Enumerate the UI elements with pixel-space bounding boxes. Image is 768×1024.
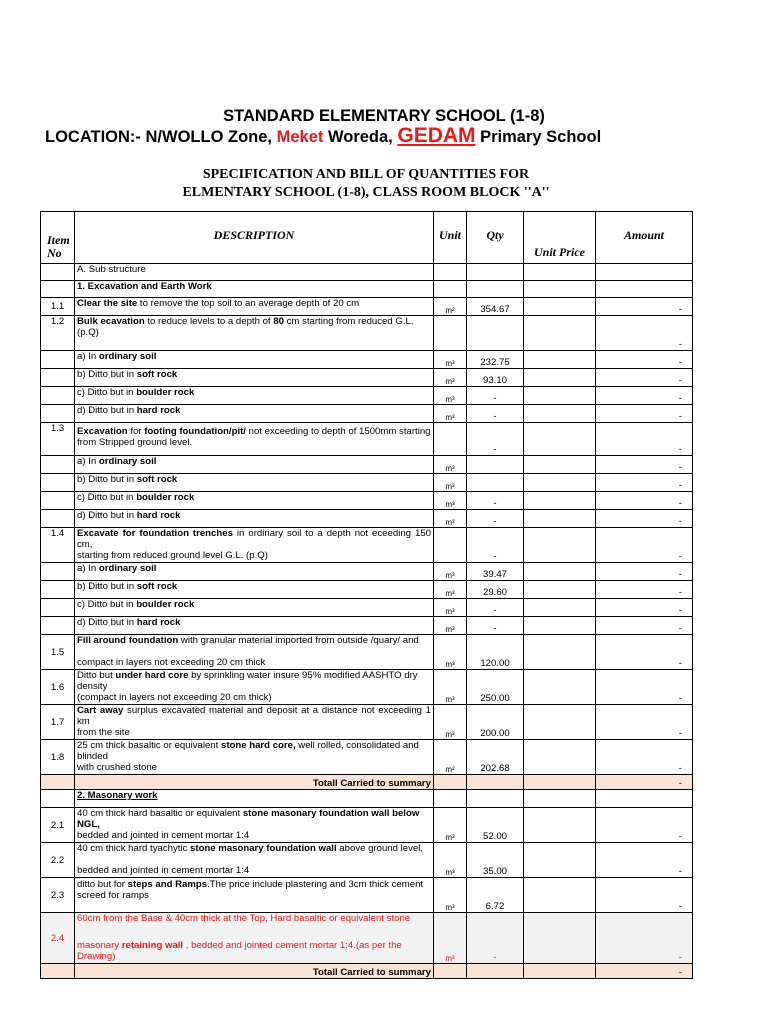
table-header-row [41,212,693,264]
item-description: 60cm from the Base & 40cm thick at the Top, Hard basaltic or equivalent stone masonary retaining wall , bedded and jointed cement mortar 1:4.(as per the Drawing) [75,913,434,964]
table-row [41,617,693,635]
table-row [41,456,693,474]
location-prefix: LOCATION:- N/WOLLO Zone, [45,128,272,146]
table-row [41,316,693,351]
item-description: d) Ditto but in hard rock [75,405,434,423]
item-qty: 232.75 [467,351,524,369]
item-amount: - [596,808,693,843]
item-description: 40 cm thick hard basaltic or equivalent stone masonary foundation wall below NGL, bedded and jointed in cement mortar 1:4 [75,808,434,843]
woreda-label: Woreda, [327,128,393,146]
location-line [45,124,601,148]
item-no: 2.2 [41,843,75,878]
table-row [41,351,693,369]
item-description: d) Ditto but in hard rock [75,617,434,635]
item-no: 1.7 [41,705,75,740]
section-heading: 2. Masonary work [75,790,434,808]
item-unit: m³ [434,705,467,740]
section-heading: 1. Excavation and Earth Work [75,281,434,298]
item-qty: - [467,510,524,528]
item-description: Ditto but under hard core by sprinkling water insure 95% modified AASHTO dry density (compact in layers not exceeding 20 cm thick) [75,670,434,705]
item-amount: - [596,369,693,387]
woreda-name: Meket [276,128,324,146]
item-description: b) Ditto but in soft rock [75,581,434,599]
item-description: b) Ditto but in soft rock [75,369,434,387]
section-heading: A. Sub structure [75,264,434,281]
table-row [41,635,693,670]
item-amount: - [596,405,693,423]
item-description: ditto but for steps and Ramps.The price include plastering and 3cm thick cement screed for ramps [75,878,434,913]
item-unit: m³ [434,843,467,878]
header-amount: Amount [596,212,693,264]
item-unit: m³ [434,635,467,670]
item-amount: - [596,423,693,456]
total-label: Totall Carried to summary [75,775,434,790]
table-row [41,492,693,510]
item-unit: m³ [434,563,467,581]
total-row [41,775,693,790]
item-qty: - [467,913,524,964]
item-qty: 52.00 [467,808,524,843]
item-qty: 93.10 [467,369,524,387]
item-amount: - [596,617,693,635]
item-no: 1.4 [41,528,75,563]
table-row [41,913,693,964]
table-row [41,369,693,387]
item-qty: - [467,617,524,635]
item-unit: m³ [434,913,467,964]
item-description: 40 cm thick hard tyachytic stone masonary foundation wall above ground level, bedded and jointed in cement mortar 1:4 [75,843,434,878]
item-amount: - [596,843,693,878]
school-name: GEDAM [397,124,476,147]
item-qty: 120.00 [467,635,524,670]
item-amount: - [596,351,693,369]
document-title: STANDARD ELEMENTARY SCHOOL (1-8) [223,107,545,125]
table-row [41,599,693,617]
table-row [41,878,693,913]
item-qty: - [467,492,524,510]
header-unit-price: Unit Price [524,212,596,264]
table-row [41,563,693,581]
item-description: b) Ditto but in soft rock [75,474,434,492]
item-amount: - [596,599,693,617]
item-amount: - [596,528,693,563]
header-unit: Unit [434,212,467,264]
item-description: c) Ditto but in boulder rock [75,492,434,510]
item-unit: m³ [434,456,467,474]
table-row [41,423,693,456]
item-description: Bulk ecavation to reduce levels to a depth of 80 cm starting from reduced G.L. (p.Q) [75,316,434,351]
item-description: a) In ordinary soil [75,351,434,369]
table-row [41,705,693,740]
item-amount: - [596,913,693,964]
item-qty: 6.72 [467,878,524,913]
item-no: 1.1 [41,298,75,316]
section-row [41,281,693,298]
item-qty: 202.68 [467,740,524,775]
item-qty: - [467,528,524,563]
section-row [41,790,693,808]
item-no: 2.1 [41,808,75,843]
header-item-no: Item No [41,212,75,264]
total-row [41,964,693,979]
item-unit: m³ [434,581,467,599]
item-unit: m³ [434,878,467,913]
table-row [41,298,693,316]
table-row [41,740,693,775]
item-no: 1.8 [41,740,75,775]
item-unit: m² [434,740,467,775]
item-amount: - [596,316,693,351]
item-description: Excavation for footing foundation/pit/ not exceeding to depth of 1500mm starting from Stripped ground level. [75,423,434,456]
item-unit: m³ [434,599,467,617]
item-description: Excavate for foundation trenches in ordinary soil to a depth not eceeding 150 cm, starting from reduced ground level G.L. (p.Q) [75,528,434,563]
subtitle-line-1: SPECIFICATION AND BILL OF QUANTITIES FOR [202,167,530,182]
item-amount: - [596,456,693,474]
table-row [41,843,693,878]
item-no: 1.2 [41,316,75,351]
table-row [41,474,693,492]
item-amount: - [596,581,693,599]
item-unit: m³ [434,670,467,705]
table-row [41,387,693,405]
subtitle-line-2: ELMENTARY SCHOOL (1-8), CLASS ROOM BLOCK ''A'' [182,185,550,200]
document-subtitle [0,166,732,202]
item-unit: m³ [434,808,467,843]
item-unit: m³ [434,369,467,387]
table-row [41,808,693,843]
item-amount: - [596,563,693,581]
item-no: 1.3 [41,423,75,456]
item-description: c) Ditto but in boulder rock [75,599,434,617]
item-unit: m³ [434,351,467,369]
item-unit: m³ [434,474,467,492]
header-description: DESCRIPTION [75,212,434,264]
item-description: d) Ditto but in hard rock [75,510,434,528]
item-description: 25 cm thick basaltic or equivalent stone hard core, well rolled, consolidated and blinded with crushed stone [75,740,434,775]
item-amount: - [596,635,693,670]
item-description: Cart away surplus excavated material and deposit at a distance not exceeding 1 km from the site [75,705,434,740]
item-description: a) In ordinary soil [75,456,434,474]
table-row [41,510,693,528]
item-amount: - [596,510,693,528]
total-amount: - [596,964,693,979]
item-unit: m³ [434,387,467,405]
item-description: Fill around foundation with granular material imported from outside /quary/ and compact in layers not exceeding 20 cm thick [75,635,434,670]
item-description: a) In ordinary soil [75,563,434,581]
item-unit: m³ [434,492,467,510]
item-amount: - [596,298,693,316]
item-no: 1.6 [41,670,75,705]
item-no: 1.5 [41,635,75,670]
total-amount: - [596,775,693,790]
item-qty: - [467,405,524,423]
item-qty: 250.00 [467,670,524,705]
item-unit: m³ [434,510,467,528]
item-amount: - [596,474,693,492]
bill-of-quantities-table [40,211,693,979]
item-qty: - [467,387,524,405]
item-qty: 200.00 [467,705,524,740]
item-amount: - [596,705,693,740]
item-qty: 354.67 [467,298,524,316]
item-description: c) Ditto but in boulder rock [75,387,434,405]
item-qty: - [467,423,524,456]
header-qty: Qty [467,212,524,264]
item-amount: - [596,740,693,775]
item-amount: - [596,670,693,705]
item-amount: - [596,492,693,510]
item-unit: m³ [434,617,467,635]
section-row [41,264,693,281]
total-label: Totall Carried to summary [75,964,434,979]
table-row [41,528,693,563]
table-row [41,670,693,705]
item-no: 2.3 [41,878,75,913]
item-amount: - [596,387,693,405]
item-qty: 39.47 [467,563,524,581]
item-unit: m² [434,298,467,316]
item-unit: m³ [434,405,467,423]
school-label: Primary School [480,128,602,146]
item-qty: 29.60 [467,581,524,599]
item-qty: - [467,599,524,617]
item-description: Clear the site to remove the top soil to an average depth of 20 cm [75,298,434,316]
item-qty: 35.00 [467,843,524,878]
item-amount: - [596,878,693,913]
item-no: 2.4 [41,913,75,964]
table-row [41,405,693,423]
table-row [41,581,693,599]
